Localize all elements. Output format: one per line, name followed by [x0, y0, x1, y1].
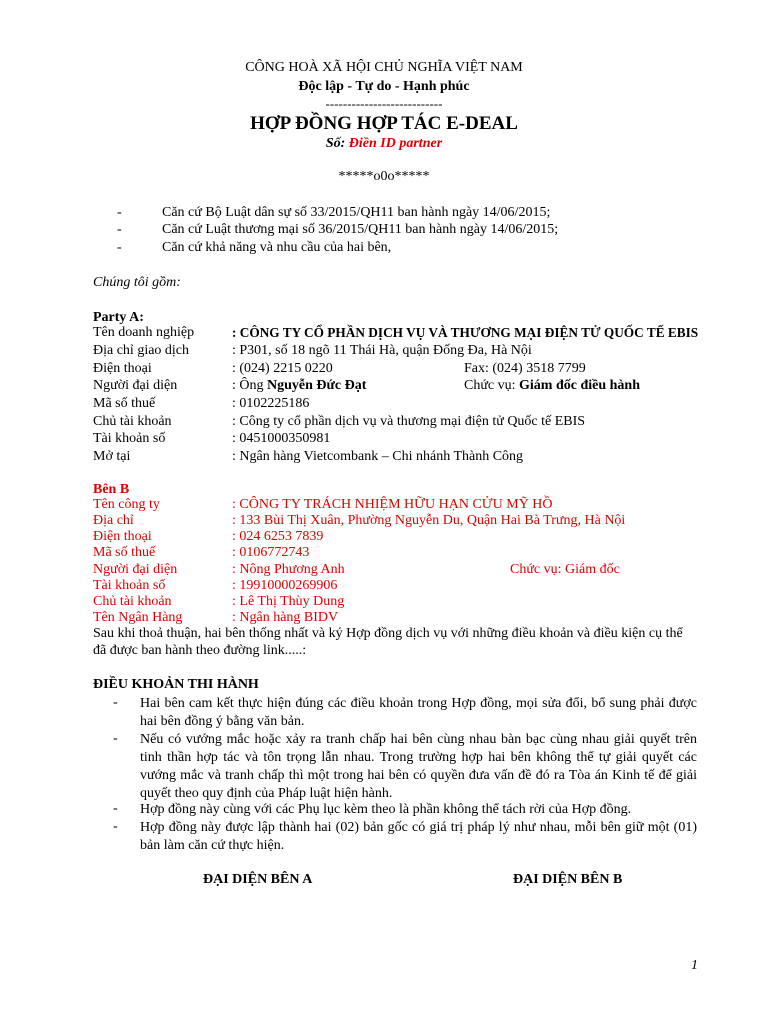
party-b-value: : 19910000269906 — [232, 578, 338, 593]
bullet-dash: - — [117, 205, 122, 220]
party-a-label: Địa chỉ giao dịch — [93, 343, 190, 358]
contract-title: HỢP ĐỒNG HỢP TÁC E-DEAL — [250, 113, 518, 134]
country-heading: CÔNG HOÀ XÃ HỘI CHỦ NGHĨA VIỆT NAM — [245, 60, 523, 75]
party-a-row — [93, 396, 713, 414]
agreement-line: đã được ban hành theo đường link.....: — [93, 643, 307, 658]
party-a-label: Người đại diện — [93, 378, 178, 393]
party-a-row — [93, 378, 713, 396]
bullet-dash: - — [113, 695, 118, 710]
signature-party-a: ĐẠI DIỆN BÊN A — [203, 872, 313, 887]
party-b-label: Người đại diện — [93, 562, 178, 577]
party-a-row — [93, 343, 713, 361]
bullet-dash: - — [113, 801, 118, 816]
ornament: *****o0o***** — [338, 169, 430, 184]
we-are-label: Chúng tôi gồm: — [93, 275, 181, 290]
party-a-row — [93, 361, 713, 379]
party-b-label: Chủ tài khoản — [93, 594, 172, 609]
terms-item: Hợp đồng này được lập thành hai (02) bản gốc có giá trị pháp lý như nhau, mỗi bên giữ một (01) bản làm căn cứ thực hiện. — [140, 820, 697, 853]
party-a-position — [464, 378, 640, 394]
party-a-row — [93, 449, 713, 467]
terms-item: Hai bên cam kết thực hiện đúng các điều khoản trong Hợp đồng, mọi sửa đổi, bổ sung phải được hai bên đồng ý bằng văn bản. — [140, 696, 697, 729]
party-a-position-value: Giám đốc điều hành — [519, 378, 641, 393]
party-a-value — [232, 378, 366, 394]
party-b-value: : 133 Bùi Thị Xuân, Phường Nguyễn Du, Quận Hai Bà Trưng, Hà Nội — [232, 513, 626, 528]
party-a-value: : 0102225186 — [232, 396, 310, 411]
party-b-label: Tài khoản số — [93, 578, 166, 593]
party-b-heading: Bên B — [93, 482, 130, 497]
party-b-label: Tên Ngân Hàng — [93, 610, 183, 625]
party-b-label: Tên công ty — [93, 497, 160, 512]
party-b-label: Mã số thuế — [93, 545, 156, 560]
agreement-line: Sau khi thoả thuận, hai bên thống nhất và ký Hợp đồng dịch vụ với những điều khoản và điều kiện cụ thể — [93, 626, 683, 641]
party-a-position-label: Chức vụ: — [464, 378, 520, 393]
party-b-label: Điện thoại — [93, 529, 152, 544]
preamble-item: Căn cứ Luật thương mại số 36/2015/QH11 ban hành ngày 14/06/2015; — [162, 222, 559, 237]
party-b-value: : 0106772743 — [232, 545, 310, 560]
party-a-row — [93, 431, 713, 449]
signature-party-b: ĐẠI DIỆN BÊN B — [513, 872, 623, 887]
motto: Độc lập - Tự do - Hạnh phúc — [298, 79, 470, 94]
party-a-row — [93, 325, 713, 343]
terms-heading: ĐIỀU KHOẢN THI HÀNH — [93, 677, 259, 692]
bullet-dash: - — [117, 222, 122, 237]
party-b-value: : CÔNG TY TRÁCH NHIỆM HỮU HẠN CỬU MỸ HỒ — [232, 497, 553, 512]
party-a-fax: Fax: (024) 3518 7799 — [464, 361, 586, 376]
party-a-label: Mã số thuế — [93, 396, 156, 411]
divider: --------------------------- — [325, 96, 443, 111]
party-b-value: : 024 6253 7839 — [232, 529, 324, 544]
preamble-item: Căn cứ khả năng và nhu cầu của hai bên, — [162, 240, 392, 255]
party-a-label: Mở tại — [93, 449, 131, 464]
terms-item: Hợp đồng này cùng với các Phụ lục kèm theo là phần không thể tách rời của Hợp đồng. — [140, 802, 632, 817]
party-b-position: Chức vụ: Giám đốc — [510, 562, 620, 577]
party-a-value-prefix: : Ông — [232, 378, 267, 393]
party-a-heading: Party A: — [93, 310, 144, 325]
party-b-value: : Ngân hàng BIDV — [232, 610, 339, 625]
party-a-label: Chủ tài khoản — [93, 414, 172, 429]
bullet-dash: - — [117, 240, 122, 255]
contract-number-value: Điền ID partner — [348, 136, 443, 151]
party-a-representative: Nguyễn Đức Đạt — [267, 378, 367, 393]
party-a-row — [93, 414, 713, 432]
page-number: 1 — [691, 958, 698, 973]
party-b-value: : Nông Phương Anh — [232, 562, 345, 577]
party-a-label: Tên doanh nghiệp — [93, 325, 195, 340]
party-a-label: Tài khoản số — [93, 431, 166, 446]
party-a-value: : P301, số 18 ngõ 11 Thái Hà, quận Đống Đa, Hà Nội — [232, 343, 532, 358]
contract-number-label: Số: — [325, 136, 346, 151]
party-a-label: Điện thoại — [93, 361, 152, 376]
party-b-label: Địa chỉ — [93, 513, 134, 528]
terms-item: Nếu có vướng mắc hoặc xảy ra tranh chấp hai bên cùng nhau bàn bạc cùng nhau giải quyết trên tinh thần hợp tác và tôn trọng lẫn nhau. Trong trường hợp hai bên không thể tự giải quyết các vướng mắc và tranh chấp thì một trong hai bên có quyền đưa vấn đề đó ra Tòa án Kinh tế để giải quyết theo quy định của Pháp luật hiện hành. — [140, 732, 697, 801]
party-a-value: : CÔNG TY CỔ PHẦN DỊCH VỤ VÀ THƯƠNG MẠI ĐIỆN TỬ QUỐC TẾ EBIS — [232, 325, 699, 340]
party-b-row — [93, 545, 713, 563]
contract-number — [0, 136, 768, 152]
preamble-item: Căn cứ Bộ Luật dân sự số 33/2015/QH11 ban hành ngày 14/06/2015; — [162, 205, 551, 220]
party-b-value: : Lê Thị Thùy Dung — [232, 594, 345, 609]
party-a-value: : Ngân hàng Vietcombank – Chi nhánh Thành Công — [232, 449, 524, 464]
bullet-dash: - — [113, 819, 118, 834]
party-a-value: : Công ty cổ phần dịch vụ và thương mại điện tử Quốc tế EBIS — [232, 414, 586, 429]
bullet-dash: - — [113, 731, 118, 746]
party-a-value: : (024) 2215 0220 — [232, 361, 333, 376]
party-a-value: : 0451000350981 — [232, 431, 331, 446]
